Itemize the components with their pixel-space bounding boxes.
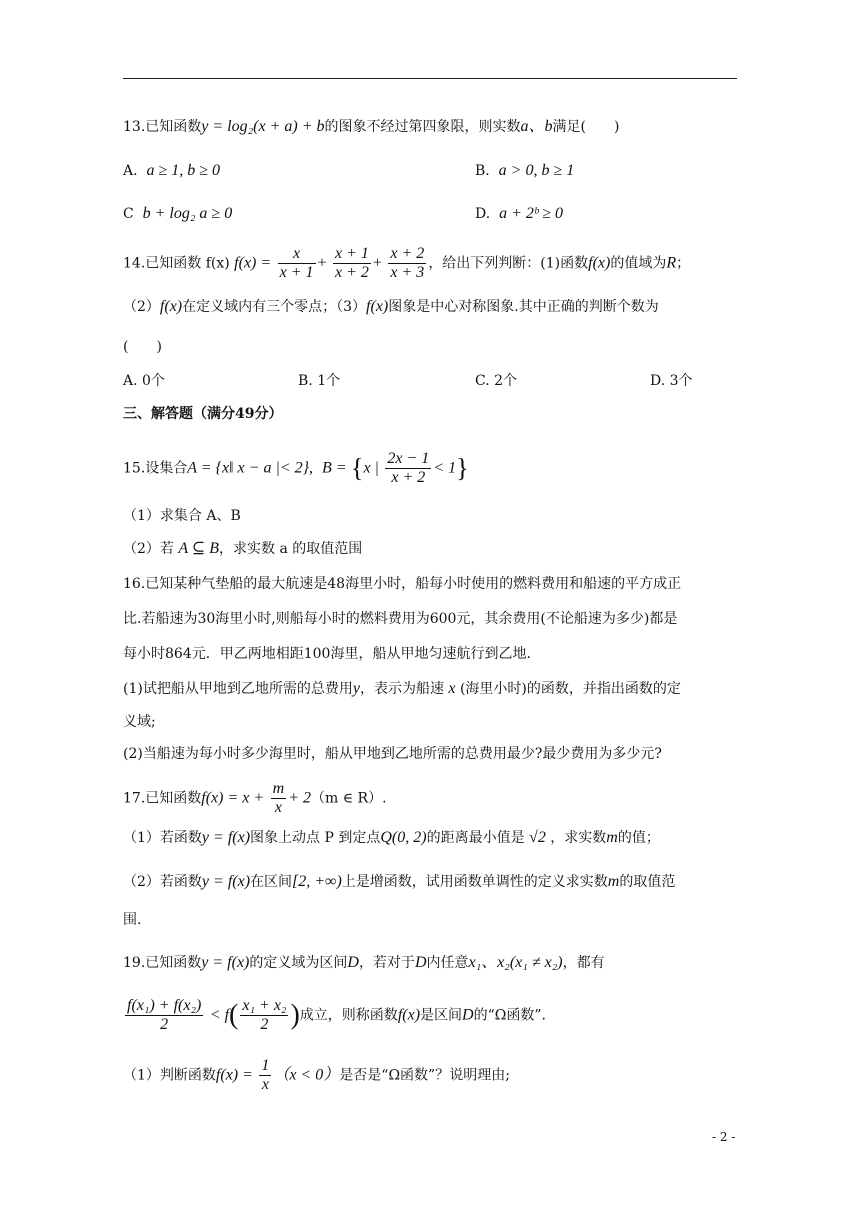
q15-stem: 15.设集合A = {x‖ x − a |< 2}, B = {x | $\frac{2x - 1}{x + 2}$ < 1} [123, 450, 469, 486]
header-rule [123, 78, 737, 79]
q14-statements: （2）f(x)在定义域内有三个零点；（3）f(x)图象是中心对称图象.其中正确的判断个数为 [123, 298, 659, 315]
q16-line-4: (1)试把船从甲地到乙地所需的总费用y，表示为船速 x (海里小时)的函数，并指出函数的定 [123, 680, 681, 697]
q14-option-a: A. 0个 [123, 373, 165, 389]
q17-part-2-cont: 围. [123, 912, 142, 928]
q19-fraction-left: $\frac{\text{f(x₁) + f(x₂)}}{2}$ [127, 997, 202, 1033]
q14-stem: 14.已知函数 f(x) f(x) = $\frac{x}{x + 1}$ + $\frac{x + 1}{x + 2}$ + $\frac{x + 2}{x + 3}$ ，给出下列判断：(1)函数f(x)的值域为R； [123, 245, 691, 281]
q16-line-1: 16.已知某种气垫船的最大航速是48海里小时，船每小时使用的燃料费用和船速的平方成正 [123, 576, 682, 592]
q17-part-2: （2）若函数y = f(x)在区间[2, +∞)上是增函数，试用函数单调性的定义求实数m的取值范 [123, 873, 676, 890]
q16-line-3: 每小时864元．甲乙两地相距100海里，船从甲地匀速航行到乙地. [123, 646, 531, 662]
q15-part-2: （2）若 A ⊆ B，求实数 a 的取值范围 [123, 540, 363, 557]
q13-option-d: D. a + 2ᵇ ≥ 0 [475, 205, 563, 222]
q17-stem: 17.已知函数f(x) = x + $\frac{m}{x}$ + 2（m ∈ R）. [123, 780, 387, 816]
q16-line-2: 比.若船速为30海里小时,则船每小时的燃料费用为600元，其余费用(不论船速为多少)都是 [123, 611, 678, 627]
q14-fraction-1: $\frac{x}{x + 1}$ [279, 245, 314, 281]
q14-option-c: C. 2个 [475, 373, 518, 389]
q14-fraction-2: $\frac{x + 1}{x + 2}$ [335, 245, 369, 281]
q13-option-c: C b + log₂ a ≥ 0 [123, 205, 233, 222]
q13-stem: 13.已知函数y = log₂(x + a) + b的图象不经过第四象限，则实数a、b满足( ) [123, 118, 620, 135]
q16-line-5: 义域; [123, 714, 156, 730]
q16-line-6: (2)当船速为每小时多少海里时，船从甲地到乙地所需的总费用最少?最少费用为多少元? [123, 746, 662, 762]
page-number: - 2 - [712, 1130, 736, 1144]
q19-fraction-p1: $\frac{1}{x}$ [261, 1057, 270, 1093]
q17-part-1: （1）若函数y = f(x)图象上动点 P 到定点Q(0, 2)的距离最小值是 √2 ，求实数m的值； [123, 829, 660, 846]
q19-stem: 19.已知函数y = f(x)的定义域为区间D，若对于D内任意x₁、x₂(x₁ ≠ x₂)，都有 [123, 954, 605, 971]
q19-part-1: （1）判断函数f(x) = $\frac{1}{x}$ （x < 0）是否是“Ω函数”？说明理由; [123, 1057, 510, 1093]
q14-option-b: B. 1个 [298, 373, 341, 389]
section-heading: 三、解答题（满分49分） [123, 406, 283, 422]
q13-option-b: B. a > 0, b ≥ 1 [475, 162, 575, 179]
q14-option-d: D. 3个 [650, 373, 693, 389]
q17-fraction: $\frac{m}{x}$ [272, 780, 285, 816]
q15-part-1: （1）求集合 A、B [123, 508, 241, 524]
q14-answer-paren: ( ) [123, 339, 162, 355]
q14-fraction-3: $\frac{x + 2}{x + 3}$ [390, 245, 425, 281]
q19-inequality: $\frac{\text{f(x₁) + f(x₂)}}{2}$ < f( $\frac{\text{x₁ + x₂}}{2}$ )成立，则称函数f(x)是区间D的“Ω函数”. [127, 997, 546, 1033]
q19-fraction-right: $\frac{\text{x₁ + x₂}}{2}$ [242, 997, 287, 1033]
q13-option-a: A. a ≥ 1, b ≥ 0 [123, 162, 221, 179]
q15-fraction: $\frac{2x - 1}{x + 2}$ [387, 450, 430, 486]
